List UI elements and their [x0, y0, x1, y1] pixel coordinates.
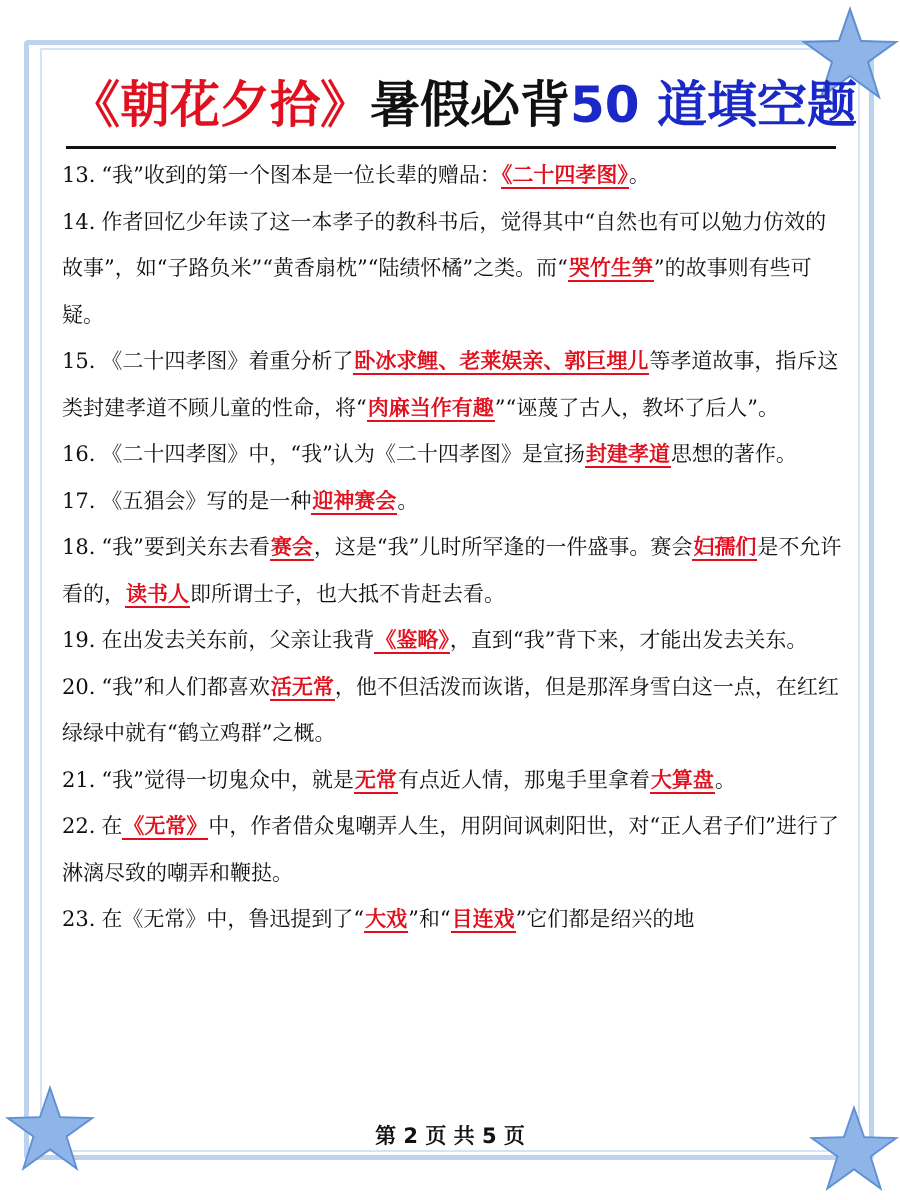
answer-blank: 无常: [354, 766, 397, 792]
question-number: 22.: [62, 814, 96, 838]
answer-blank: 赛会: [270, 534, 313, 559]
title-divider: [66, 146, 836, 149]
question-text: 是不允许看的，: [62, 535, 842, 606]
answer-blank: 大算盘: [650, 766, 714, 792]
question-text: ，这是“我”儿时所罕逢的一件盛事。赛会: [313, 535, 693, 559]
question-text: ”的故事则有些可疑。: [62, 256, 812, 327]
answer-blank: 封建孝道: [585, 441, 670, 466]
answer-blank: 活无常: [270, 673, 334, 699]
question-number: 19.: [62, 628, 96, 652]
question-text: 《五猖会》写的是一种: [101, 488, 312, 513]
question-text: 《二十四孝图》着重分析了: [101, 349, 354, 373]
question-item: [62, 478, 842, 525]
question-item: [62, 896, 842, 943]
question-text: ”它们都是绍兴的地: [515, 907, 695, 931]
question-item: [62, 152, 842, 199]
page-title: [70, 70, 857, 140]
question-number: 18.: [62, 535, 96, 559]
question-item: [62, 757, 842, 804]
answer-blank: 《鉴略》: [375, 627, 449, 652]
question-text: ，直到“我”背下来，才能出发去关东。: [449, 628, 808, 652]
question-text: ，他不但活泼而诙谐，但是那浑身雪白这一点，在红红绿绿中就有“鹤立鸡群”之概。: [62, 674, 839, 745]
question-text: 等孝道故事，指斥这类封建孝道不顾儿童的性命，将“: [62, 349, 839, 420]
question-text: “我”和人们都喜欢: [101, 674, 270, 699]
answer-blank: 迎神赛会: [312, 487, 397, 513]
star-icon: [808, 1100, 900, 1200]
question-item: [62, 431, 842, 478]
question-text: 在: [101, 814, 123, 838]
question-text: ”和“: [408, 907, 451, 931]
question-text: 在出发去关东前，父亲让我背: [101, 628, 375, 652]
title-count: 50 道填空题: [570, 76, 857, 134]
question-text: 中，作者借众鬼嘲弄人生，用阴间讽刺阳世，对“正人君子们”进行了淋漓尽致的嘲弄和鞭挞。: [62, 814, 839, 885]
question-text: 。: [397, 488, 419, 513]
question-number: 14.: [62, 209, 96, 234]
question-number: 15.: [62, 349, 96, 373]
question-number: 16.: [62, 442, 96, 466]
answer-blank: 《二十四孝图》: [501, 162, 628, 187]
question-text: 有点近人情，那鬼手里拿着: [397, 767, 650, 792]
question-number: 23.: [62, 907, 96, 931]
answer-blank: 肉麻当作有趣: [367, 394, 494, 420]
question-text: 。: [628, 163, 650, 187]
question-text: 《二十四孝图》中，“我”认为《二十四孝图》是宣扬: [101, 442, 585, 466]
question-text: 思想的著作。: [670, 442, 797, 466]
question-text: ”“诬蔑了古人，教坏了后人”。: [494, 395, 779, 420]
answer-blank: 卧冰求鲤、老莱娱亲、郭巨埋儿: [354, 348, 649, 373]
question-item: [62, 199, 842, 339]
question-text: 在《无常》中，鲁迅提到了“: [101, 907, 365, 931]
question-item: [62, 617, 842, 664]
question-item: [62, 664, 842, 757]
answer-blank: 读书人: [126, 580, 189, 606]
answer-blank: 哭竹生笋: [568, 255, 653, 280]
title-book-name: 《朝花夕拾》: [70, 76, 370, 134]
question-item: [62, 338, 842, 431]
page-footer: 第 2 页 共 5 页: [375, 1124, 525, 1148]
answer-blank: 妇孺们: [693, 534, 757, 559]
question-number: 13.: [62, 163, 96, 187]
question-text: “我”要到关东去看: [101, 535, 270, 559]
question-list: [62, 152, 842, 943]
question-text: 即所谓士子，也大抵不肯赶去看。: [190, 581, 505, 606]
answer-blank: 《无常》: [123, 813, 208, 838]
answer-blank: 大戏: [365, 906, 408, 931]
question-text: “我”觉得一切鬼众中，就是: [101, 767, 354, 792]
title-subject: 暑假必背: [370, 76, 570, 134]
question-item: [62, 524, 842, 617]
question-text: “我”收到的第一个图本是一位长辈的赠品：: [101, 163, 501, 187]
question-item: [62, 803, 842, 896]
question-number: 20.: [62, 674, 96, 699]
question-number: 21.: [62, 767, 96, 792]
question-text: 。: [714, 767, 736, 792]
answer-blank: 目连戏: [451, 906, 515, 931]
question-text: 作者回忆少年读了这一本孝子的教科书后，觉得其中“自然也有可以勉力仿效的故事”，如“子路负米”“黄香扇枕”“陆绩怀橘”之类。而“: [62, 209, 827, 280]
question-number: 17.: [62, 488, 96, 513]
